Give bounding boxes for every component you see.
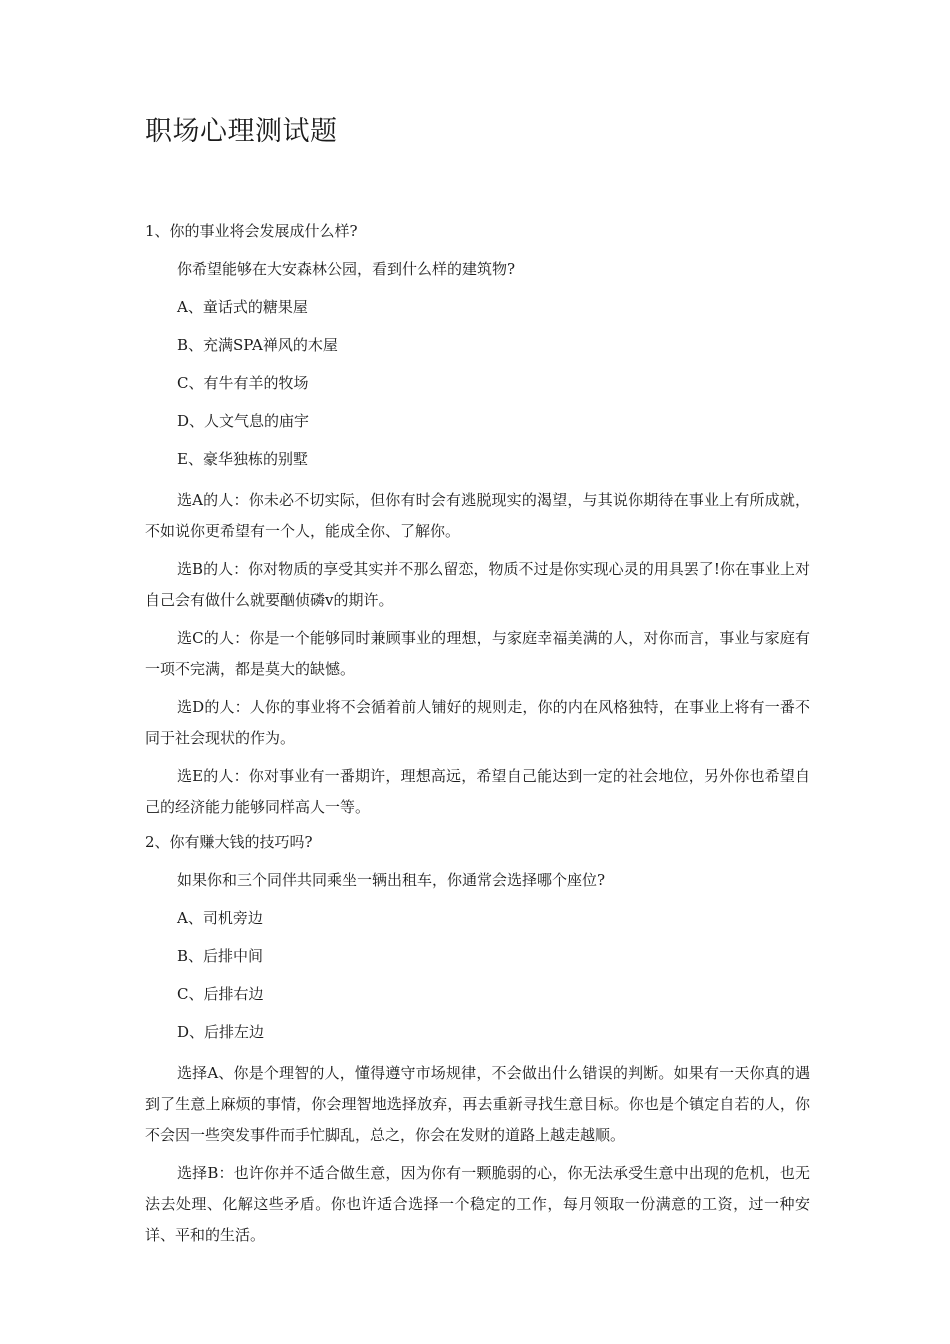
document-body: [145, 219, 810, 1258]
question-1-answer-e: 选E的人：你对事业有一番期许，理想高远，希望自己能达到一定的社会地位，另外你也希望自己的经济能力能够同样高人一等。: [145, 767, 810, 816]
question-2-option-c: C、后排右边: [177, 985, 264, 1003]
question-1-option-e: E、豪华独栋的别墅: [177, 450, 308, 468]
question-1-option-c: C、有牛有羊的牧场: [177, 374, 309, 392]
question-2-prompt: 如果你和三个同伴共同乘坐一辆出租车，你通常会选择哪个座位?: [177, 871, 606, 889]
question-1-option-a: A、童话式的糖果屋: [177, 298, 308, 316]
question-2-option-a: A、司机旁边: [177, 909, 263, 927]
question-1-prompt: 你希望能够在大安森林公园，看到什么样的建筑物?: [177, 260, 516, 278]
question-2-answer-b: 选择B：也许你并不适合做生意，因为你有一颗脆弱的心，你无法承受生意中出现的危机，也无法去处理、化解这些矛盾。你也许适合选择一个稳定的工作，每月领取一份满意的工资，过一种安详、平和的生活。: [145, 1164, 810, 1244]
question-2-option-d: D、后排左边: [177, 1023, 265, 1041]
question-1-answer-b: 选B的人：你对物质的享受其实并不那么留恋，物质不过是你实现心灵的用具罢了!你在事业上对自己会有做什么就要酗侦磷v的期许。: [145, 560, 810, 609]
question-1-answer-d: 选D的人：人你的事业将不会循着前人铺好的规则走，你的内在风格独特，在事业上将有一番不同于社会现状的作为。: [145, 698, 810, 747]
question-1-option-d: D、人文气息的庙宇: [177, 412, 310, 430]
question-1: [145, 219, 810, 823]
question-2-heading: 2、你有赚大钱的技巧吗?: [145, 833, 313, 851]
question-1-option-b: B、充满SPA禅风的木屋: [177, 336, 338, 354]
question-2-option-b: B、后排中间: [177, 947, 264, 965]
question-2: [145, 830, 810, 1251]
question-1-heading: 1、你的事业将会发展成什么样?: [145, 222, 358, 240]
question-2-answer-a: 选择A、你是个理智的人，懂得遵守市场规律，不会做出什么错误的判断。如果有一天你真的遇到了生意上麻烦的事情，你会理智地选择放弃，再去重新寻找生意目标。你也是个镇定自若的人，你不会因一些突发事件而手忙脚乱，总之，你会在发财的道路上越走越顺。: [145, 1064, 810, 1144]
question-1-answer-a: 选A的人：你未必不切实际，但你有时会有逃脱现实的渴望，与其说你期待在事业上有所成就，不如说你更希望有一个人，能成全你、了解你。: [145, 491, 810, 540]
document-title: 职场心理测试题: [145, 116, 338, 147]
question-1-answer-c: 选C的人：你是一个能够同时兼顾事业的理想，与家庭幸福美满的人，对你而言，事业与家庭有一项不完满，都是莫大的缺憾。: [145, 629, 810, 678]
